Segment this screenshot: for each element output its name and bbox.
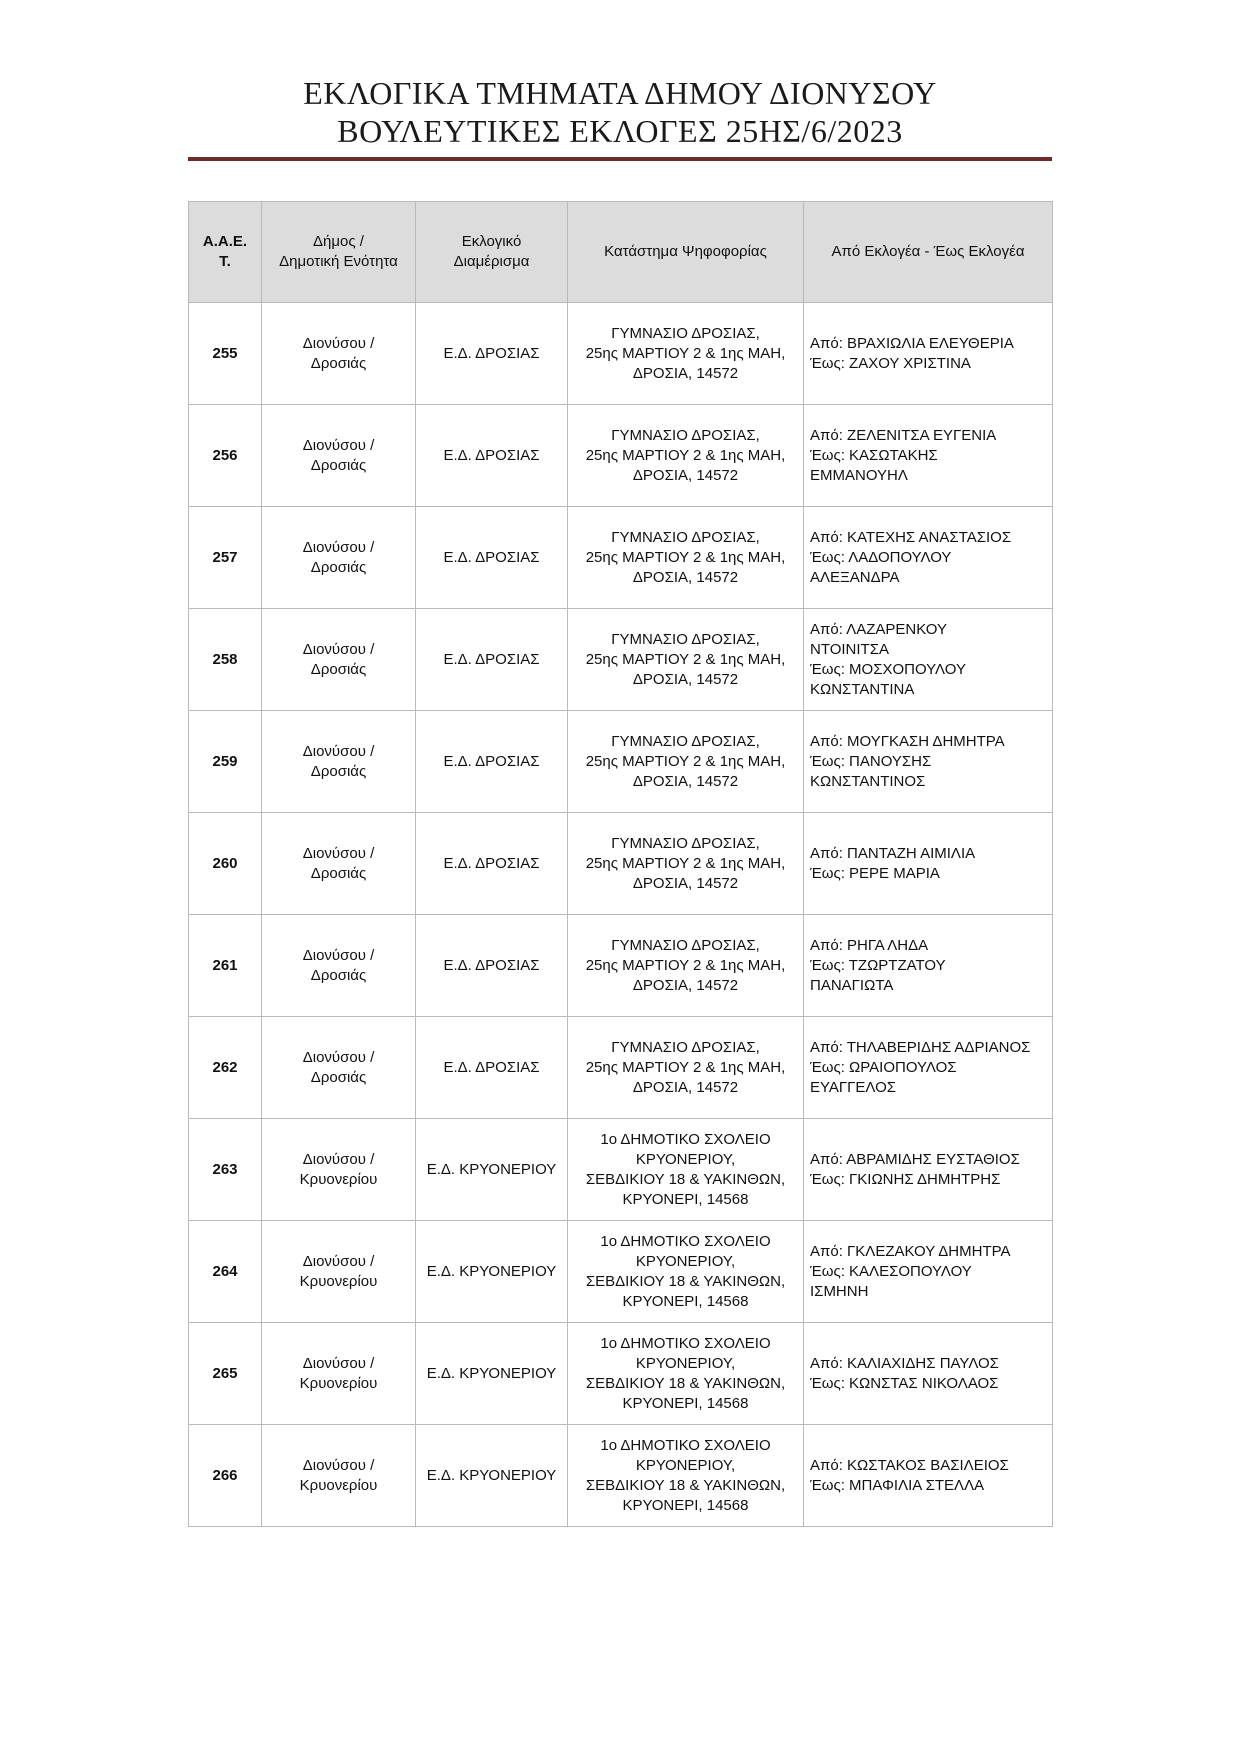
range-cell-line: Έως: ΚΑΛΕΣΟΠΟΥΛΟΥ <box>810 1262 972 1280</box>
range-cell <box>804 609 1053 711</box>
dimos-cell-line: Κρυονερίου <box>299 1170 378 1188</box>
dimos-cell-line: Διονύσου / <box>302 538 375 556</box>
katastima-cell-line: 25ης ΜΑΡΤΙΟΥ 2 & 1ης ΜΑΗ, <box>585 956 786 974</box>
katastima-cell-line: ΔΡΟΣΙΑ, 14572 <box>632 364 739 382</box>
aaet-cell <box>189 1017 262 1119</box>
range-cell-line: Έως: ΚΑΣΩΤΑΚΗΣ <box>810 446 938 464</box>
dimos-cell-line: Δροσιάς <box>310 762 367 780</box>
katastima-cell-line: ΚΡΥΟΝΕΡΙΟΥ, <box>635 1456 736 1474</box>
dimos-cell-line: Διονύσου / <box>302 640 375 658</box>
aaet-cell-line: 256 <box>212 446 238 464</box>
document-title <box>188 74 1052 150</box>
range-cell-line: ΑΛΕΞΑΝΔΡΑ <box>810 568 900 586</box>
table-header-row <box>189 202 1053 303</box>
dimos-cell-line: Δροσιάς <box>310 1068 367 1086</box>
range-cell <box>804 1017 1053 1119</box>
katastima-cell <box>568 1323 804 1425</box>
dimos-cell <box>262 405 416 507</box>
range-cell-line: Έως: ΚΩΝΣΤΑΣ ΝΙΚΟΛΑΟΣ <box>810 1374 999 1392</box>
range-cell <box>804 1323 1053 1425</box>
dimos-cell-line: Διονύσου / <box>302 1252 375 1270</box>
dimos-cell <box>262 507 416 609</box>
range-cell-line: ΠΑΝΑΓΙΩΤΑ <box>810 976 894 994</box>
katastima-cell-line: ΓΥΜΝΑΣΙΟ ΔΡΟΣΙΑΣ, <box>611 936 760 954</box>
katastima-cell-line: ΣΕΒΔΙΚΙΟΥ 18 & ΥΑΚΙΝΘΩΝ, <box>585 1374 786 1392</box>
aaet-cell-line: 266 <box>212 1466 238 1484</box>
range-cell-line: Έως: ΤΖΩΡΤΖΑΤΟΥ <box>810 956 946 974</box>
katastima-cell <box>568 1119 804 1221</box>
diamerisma-cell-line: Ε.Δ. ΔΡΟΣΙΑΣ <box>443 752 540 770</box>
aaet-cell <box>189 405 262 507</box>
dimos-cell <box>262 915 416 1017</box>
range-cell <box>804 1425 1053 1527</box>
header-katastima: Κατάστημα Ψηφοφορίας <box>568 202 804 303</box>
dimos-cell <box>262 1119 416 1221</box>
katastima-cell-line: ΣΕΒΔΙΚΙΟΥ 18 & ΥΑΚΙΝΘΩΝ, <box>585 1272 786 1290</box>
diamerisma-cell <box>416 1221 568 1323</box>
dimos-cell-line: Δροσιάς <box>310 456 367 474</box>
range-cell-line: Από: ΤΗΛΑΒΕΡΙΔΗΣ ΑΔΡΙΑΝΟΣ <box>810 1038 1031 1056</box>
diamerisma-cell-line: Ε.Δ. ΔΡΟΣΙΑΣ <box>443 956 540 974</box>
diamerisma-cell <box>416 1017 568 1119</box>
table-row <box>189 303 1053 405</box>
aaet-cell-line: 260 <box>212 854 238 872</box>
katastima-cell <box>568 915 804 1017</box>
table-row <box>189 1221 1053 1323</box>
range-cell-line: Από: ΒΡΑΧΙΩΛΙΑ ΕΛΕΥΘΕΡΙΑ <box>810 334 1014 352</box>
katastima-cell <box>568 1017 804 1119</box>
range-cell-line: Από: ΛΑΖΑΡΕΝΚΟΥ <box>810 620 947 638</box>
table-row <box>189 507 1053 609</box>
dimos-cell-line: Δροσιάς <box>310 966 367 984</box>
diamerisma-cell-line: Ε.Δ. ΔΡΟΣΙΑΣ <box>443 1058 540 1076</box>
katastima-cell-line: 1ο ΔΗΜΟΤΙΚΟ ΣΧΟΛΕΙΟ <box>600 1130 771 1148</box>
dimos-cell-line: Δροσιάς <box>310 864 367 882</box>
diamerisma-cell-line: Ε.Δ. ΚΡΥΟΝΕΡΙΟΥ <box>426 1364 557 1382</box>
katastima-cell-line: 25ης ΜΑΡΤΙΟΥ 2 & 1ης ΜΑΗ, <box>585 854 786 872</box>
katastima-cell-line: ΔΡΟΣΙΑ, 14572 <box>632 1078 739 1096</box>
aaet-cell <box>189 303 262 405</box>
katastima-cell-line: 1ο ΔΗΜΟΤΙΚΟ ΣΧΟΛΕΙΟ <box>600 1232 771 1250</box>
katastima-cell-line: 1ο ΔΗΜΟΤΙΚΟ ΣΧΟΛΕΙΟ <box>600 1436 771 1454</box>
dimos-cell <box>262 609 416 711</box>
aaet-cell-line: 262 <box>212 1058 238 1076</box>
dimos-cell-line: Διονύσου / <box>302 436 375 454</box>
table-row <box>189 1323 1053 1425</box>
table-row <box>189 915 1053 1017</box>
katastima-cell <box>568 303 804 405</box>
katastima-cell-line: 1ο ΔΗΜΟΤΙΚΟ ΣΧΟΛΕΙΟ <box>600 1334 771 1352</box>
range-cell-line: Από: ΜΟΥΓΚΑΣΗ ΔΗΜΗΤΡΑ <box>810 732 1005 750</box>
title-line-2: ΒΟΥΛΕΥΤΙΚΕΣ ΕΚΛΟΓΕΣ 25ΗΣ/6/2023 <box>337 113 903 149</box>
dimos-cell-line: Διονύσου / <box>302 1456 375 1474</box>
aaet-cell-line: 264 <box>212 1262 238 1280</box>
diamerisma-cell <box>416 915 568 1017</box>
table-row <box>189 405 1053 507</box>
table-row <box>189 813 1053 915</box>
aaet-cell <box>189 1221 262 1323</box>
table-row <box>189 609 1053 711</box>
header-range: Από Εκλογέα - Έως Εκλογέα <box>804 202 1053 303</box>
katastima-cell-line: 25ης ΜΑΡΤΙΟΥ 2 & 1ης ΜΑΗ, <box>585 650 786 668</box>
katastima-cell-line: ΔΡΟΣΙΑ, 14572 <box>632 976 739 994</box>
katastima-cell <box>568 507 804 609</box>
range-cell-line: Από: ΖΕΛΕΝΙΤΣΑ ΕΥΓΕΝΙΑ <box>810 426 997 444</box>
diamerisma-cell <box>416 609 568 711</box>
range-cell-line: Έως: ΜΠΑΦΙΛΙΑ ΣΤΕΛΛΑ <box>810 1476 985 1494</box>
diamerisma-cell-line: Ε.Δ. ΚΡΥΟΝΕΡΙΟΥ <box>426 1466 557 1484</box>
katastima-cell-line: ΓΥΜΝΑΣΙΟ ΔΡΟΣΙΑΣ, <box>611 834 760 852</box>
dimos-cell <box>262 711 416 813</box>
range-cell <box>804 1221 1053 1323</box>
katastima-cell-line: ΓΥΜΝΑΣΙΟ ΔΡΟΣΙΑΣ, <box>611 426 760 444</box>
dimos-cell-line: Διονύσου / <box>302 1354 375 1372</box>
title-divider <box>188 157 1052 161</box>
table-row <box>189 1425 1053 1527</box>
dimos-cell <box>262 1221 416 1323</box>
diamerisma-cell <box>416 1425 568 1527</box>
dimos-cell <box>262 1017 416 1119</box>
diamerisma-cell <box>416 711 568 813</box>
range-cell-line: ΝΤΟΙΝΙΤΣΑ <box>810 640 889 658</box>
aaet-cell-line: 258 <box>212 650 238 668</box>
katastima-cell-line: ΔΡΟΣΙΑ, 14572 <box>632 670 739 688</box>
range-cell-line: Έως: ΜΟΣΧΟΠΟΥΛΟΥ <box>810 660 966 678</box>
range-cell <box>804 813 1053 915</box>
dimos-cell-line: Δροσιάς <box>310 558 367 576</box>
katastima-cell-line: ΚΡΥΟΝΕΡΙΟΥ, <box>635 1252 736 1270</box>
aaet-cell-line: 255 <box>212 344 238 362</box>
range-cell <box>804 711 1053 813</box>
range-cell-line: Έως: ΛΑΔΟΠΟΥΛΟΥ <box>810 548 952 566</box>
katastima-cell-line: 25ης ΜΑΡΤΙΟΥ 2 & 1ης ΜΑΗ, <box>585 548 786 566</box>
dimos-cell <box>262 1425 416 1527</box>
range-cell-line: ΚΩΝΣΤΑΝΤΙΝΑ <box>810 680 915 698</box>
range-cell-line: Έως: ΩΡΑΙΟΠΟΥΛΟΣ <box>810 1058 957 1076</box>
diamerisma-cell-line: Ε.Δ. ΔΡΟΣΙΑΣ <box>443 650 540 668</box>
katastima-cell-line: ΣΕΒΔΙΚΙΟΥ 18 & ΥΑΚΙΝΘΩΝ, <box>585 1476 786 1494</box>
dimos-cell <box>262 1323 416 1425</box>
aaet-cell-line: 257 <box>212 548 238 566</box>
katastima-cell-line: ΚΡΥΟΝΕΡΙ, 14568 <box>622 1292 749 1310</box>
diamerisma-cell-line: Ε.Δ. ΔΡΟΣΙΑΣ <box>443 446 540 464</box>
header-aaet: Α.Α.Ε. Τ. <box>189 202 262 303</box>
katastima-cell-line: ΔΡΟΣΙΑ, 14572 <box>632 772 739 790</box>
diamerisma-cell <box>416 507 568 609</box>
range-cell-line: Από: ΓΚΛΕΖΑΚΟΥ ΔΗΜΗΤΡΑ <box>810 1242 1011 1260</box>
header-diamerisma: Εκλογικό Διαμέρισμα <box>416 202 568 303</box>
katastima-cell-line: ΔΡΟΣΙΑ, 14572 <box>632 874 739 892</box>
aaet-cell <box>189 711 262 813</box>
range-cell-line: ΕΜΜΑΝΟΥΗΛ <box>810 466 908 484</box>
dimos-cell-line: Διονύσου / <box>302 334 375 352</box>
range-cell-line: Έως: ΡΕΡΕ ΜΑΡΙΑ <box>810 864 940 882</box>
diamerisma-cell-line: Ε.Δ. ΚΡΥΟΝΕΡΙΟΥ <box>426 1262 557 1280</box>
katastima-cell-line: 25ης ΜΑΡΤΙΟΥ 2 & 1ης ΜΑΗ, <box>585 752 786 770</box>
aaet-cell-line: 259 <box>212 752 238 770</box>
aaet-cell <box>189 915 262 1017</box>
range-cell-line: Από: ΡΗΓΑ ΛΗΔΑ <box>810 936 929 954</box>
diamerisma-cell-line: Ε.Δ. ΔΡΟΣΙΑΣ <box>443 548 540 566</box>
range-cell-line: Από: ΚΩΣΤΑΚΟΣ ΒΑΣΙΛΕΙΟΣ <box>810 1456 1009 1474</box>
dimos-cell-line: Διονύσου / <box>302 1048 375 1066</box>
title-line-1: ΕΚΛΟΓΙΚΑ ΤΜΗΜΑΤΑ ΔΗΜΟΥ ΔΙΟΝΥΣΟΥ <box>303 75 937 111</box>
katastima-cell-line: ΓΥΜΝΑΣΙΟ ΔΡΟΣΙΑΣ, <box>611 324 760 342</box>
katastima-cell <box>568 711 804 813</box>
aaet-cell <box>189 507 262 609</box>
katastima-cell <box>568 1425 804 1527</box>
diamerisma-cell-line: Ε.Δ. ΔΡΟΣΙΑΣ <box>443 344 540 362</box>
range-cell-line: Από: ΚΑΛΙΑΧΙΔΗΣ ΠΑΥΛΟΣ <box>810 1354 999 1372</box>
katastima-cell-line: ΓΥΜΝΑΣΙΟ ΔΡΟΣΙΑΣ, <box>611 732 760 750</box>
diamerisma-cell <box>416 1119 568 1221</box>
range-cell-line: Έως: ΓΚΙΩΝΗΣ ΔΗΜΗΤΡΗΣ <box>810 1170 1001 1188</box>
diamerisma-cell <box>416 405 568 507</box>
katastima-cell-line: ΚΡΥΟΝΕΡΙΟΥ, <box>635 1354 736 1372</box>
dimos-cell <box>262 813 416 915</box>
katastima-cell-line: ΓΥΜΝΑΣΙΟ ΔΡΟΣΙΑΣ, <box>611 528 760 546</box>
range-cell <box>804 915 1053 1017</box>
range-cell-line: Έως: ΖΑΧΟΥ ΧΡΙΣΤΙΝΑ <box>810 354 971 372</box>
dimos-cell-line: Διονύσου / <box>302 1150 375 1168</box>
katastima-cell-line: 25ης ΜΑΡΤΙΟΥ 2 & 1ης ΜΑΗ, <box>585 1058 786 1076</box>
range-cell <box>804 1119 1053 1221</box>
katastima-cell-line: ΚΡΥΟΝΕΡΙ, 14568 <box>622 1394 749 1412</box>
katastima-cell-line: ΚΡΥΟΝΕΡΙΟΥ, <box>635 1150 736 1168</box>
dimos-cell-line: Διονύσου / <box>302 742 375 760</box>
header-dimos: Δήμος / Δημοτική Ενότητα <box>262 202 416 303</box>
diamerisma-cell <box>416 303 568 405</box>
range-cell <box>804 405 1053 507</box>
katastima-cell-line: ΓΥΜΝΑΣΙΟ ΔΡΟΣΙΑΣ, <box>611 630 760 648</box>
katastima-cell-line: ΔΡΟΣΙΑ, 14572 <box>632 568 739 586</box>
katastima-cell <box>568 813 804 915</box>
range-cell-line: Από: ΠΑΝΤΑΖΗ ΑΙΜΙΛΙΑ <box>810 844 976 862</box>
diamerisma-cell-line: Ε.Δ. ΚΡΥΟΝΕΡΙΟΥ <box>426 1160 557 1178</box>
dimos-cell <box>262 303 416 405</box>
range-cell-line: Από: ΑΒΡΑΜΙΔΗΣ ΕΥΣΤΑΘΙΟΣ <box>810 1150 1020 1168</box>
dimos-cell-line: Κρυονερίου <box>299 1476 378 1494</box>
diamerisma-cell <box>416 1323 568 1425</box>
aaet-cell <box>189 1323 262 1425</box>
range-cell <box>804 303 1053 405</box>
table-row <box>189 1017 1053 1119</box>
katastima-cell-line: ΚΡΥΟΝΕΡΙ, 14568 <box>622 1496 749 1514</box>
table-row <box>189 711 1053 813</box>
range-cell <box>804 507 1053 609</box>
dimos-cell-line: Δροσιάς <box>310 354 367 372</box>
katastima-cell <box>568 405 804 507</box>
aaet-cell-line: 265 <box>212 1364 238 1382</box>
katastima-cell-line: ΣΕΒΔΙΚΙΟΥ 18 & ΥΑΚΙΝΘΩΝ, <box>585 1170 786 1188</box>
aaet-cell-line: 261 <box>212 956 238 974</box>
table-body <box>189 303 1053 1527</box>
range-cell-line: Έως: ΠΑΝΟΥΣΗΣ <box>810 752 932 770</box>
katastima-cell-line: 25ης ΜΑΡΤΙΟΥ 2 & 1ης ΜΑΗ, <box>585 344 786 362</box>
katastima-cell-line: ΚΡΥΟΝΕΡΙ, 14568 <box>622 1190 749 1208</box>
aaet-cell <box>189 813 262 915</box>
range-cell-line: ΕΥΑΓΓΕΛΟΣ <box>810 1078 897 1096</box>
katastima-cell-line: ΓΥΜΝΑΣΙΟ ΔΡΟΣΙΑΣ, <box>611 1038 760 1056</box>
table-row <box>189 1119 1053 1221</box>
dimos-cell-line: Διονύσου / <box>302 946 375 964</box>
aaet-cell <box>189 609 262 711</box>
diamerisma-cell-line: Ε.Δ. ΔΡΟΣΙΑΣ <box>443 854 540 872</box>
katastima-cell-line: ΔΡΟΣΙΑ, 14572 <box>632 466 739 484</box>
aaet-cell <box>189 1119 262 1221</box>
katastima-cell <box>568 609 804 711</box>
range-cell-line: Από: ΚΑΤΕΧΗΣ ΑΝΑΣΤΑΣΙΟΣ <box>810 528 1012 546</box>
aaet-cell <box>189 1425 262 1527</box>
range-cell-line: ΚΩΝΣΤΑΝΤΙΝΟΣ <box>810 772 926 790</box>
aaet-cell-line: 263 <box>212 1160 238 1178</box>
katastima-cell-line: 25ης ΜΑΡΤΙΟΥ 2 & 1ης ΜΑΗ, <box>585 446 786 464</box>
katastima-cell <box>568 1221 804 1323</box>
polling-stations-table <box>188 201 1053 1527</box>
dimos-cell-line: Διονύσου / <box>302 844 375 862</box>
dimos-cell-line: Κρυονερίου <box>299 1272 378 1290</box>
dimos-cell-line: Κρυονερίου <box>299 1374 378 1392</box>
range-cell-line: ΙΣΜΗΝΗ <box>810 1282 869 1300</box>
diamerisma-cell <box>416 813 568 915</box>
dimos-cell-line: Δροσιάς <box>310 660 367 678</box>
